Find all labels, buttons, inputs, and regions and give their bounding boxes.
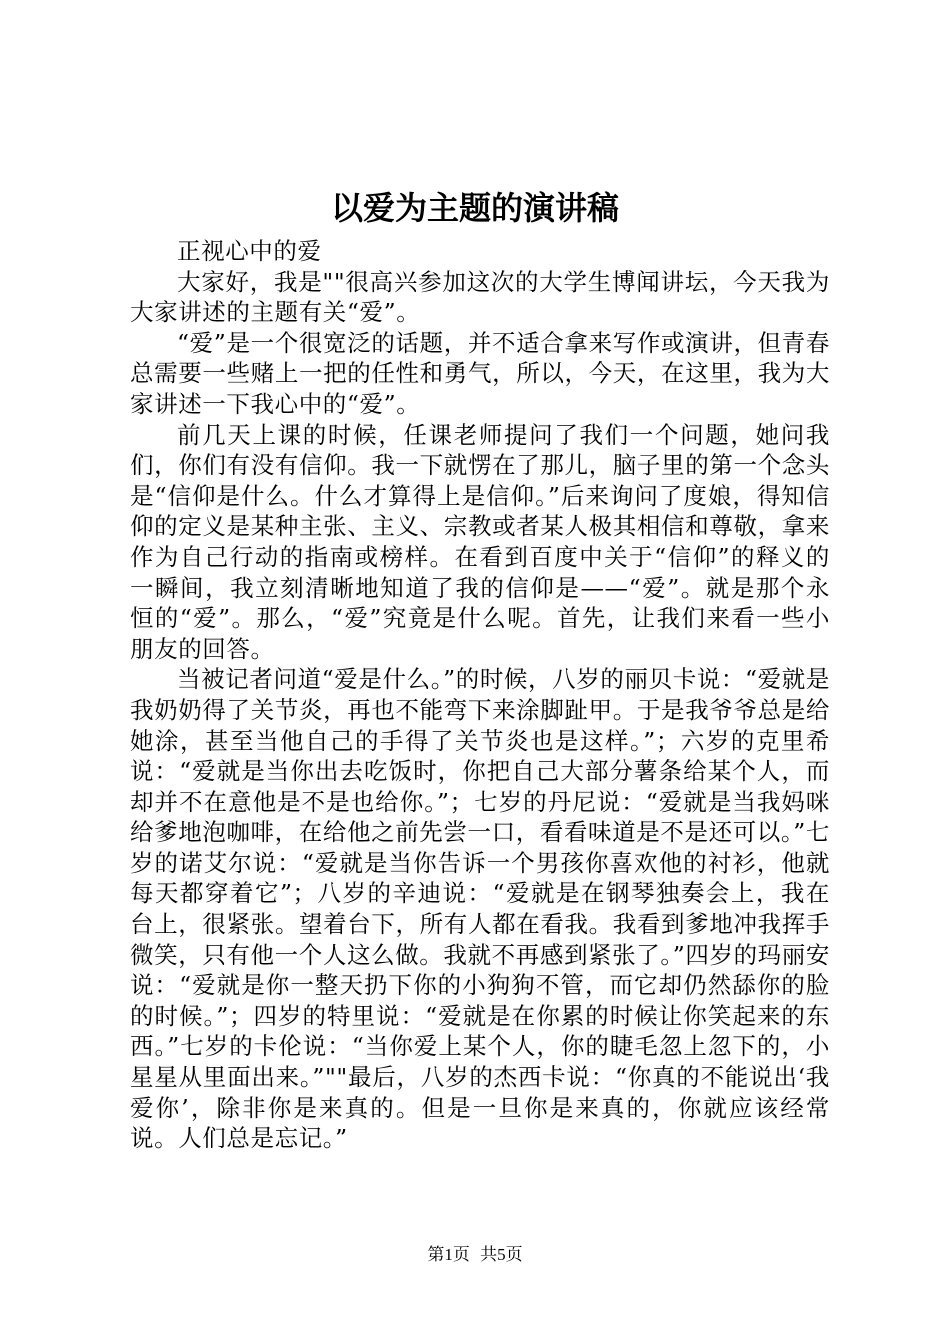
paragraph-children-answers: 当被记者问道“爱是什么。”的时候，八岁的丽贝卡说：“爱就是我奶奶得了关节炎，再也不能弯下来涂脚趾甲。于是我爷爷总是给她涂，甚至当他自己的手得了关节炎也是这样。”；六岁的克里希说：“爱就是当你出去吃饭时，你把自己大部分薯条给某个人，而却并不在意他是不是也给你。”；七岁的丹尼说：“爱就是当我妈咪给爹地泡咖啡，在给他之前先尝一口，看看味道是不是还可以。”七岁的诺艾尔说：“爱就是当你告诉一个男孩你喜欢他的衬衫，他就每天都穿着它”；八岁的辛迪说：“爱就是在钢琴独奏会上，我在台上，很紧张。望着台下，所有人都在看我。我看到爹地冲我挥手微笑，只有他一个人这么做。我就不再感到紧张了。”四岁的玛丽安说：“爱就是你一整天扔下你的小狗狗不管，而它却仍然舔你的脸的时候。”；四岁的特里说：“爱就是在你累的时候让你笑起来的东西。”七岁的卡伦说：“当你爱上某个人，你的睫毛忽上忽下的，小星星从里面出来。”""最后，八岁的杰西卡说：“你真的不能说出‘我爱你’，除非你是来真的。但是一旦你是来真的，你就应该经常说。人们总是忘记。” [130, 665, 830, 1153]
document-body [130, 236, 830, 1154]
page-footer [0, 1244, 950, 1266]
paragraph-greeting: 大家好，我是""很高兴参加这次的大学生博闻讲坛，今天我为大家讲述的主题有关“爱”。 [130, 267, 830, 327]
paragraph-subtitle: 正视心中的爱 [177, 237, 322, 265]
paragraph-belief: 前几天上课的时候，任课老师提问了我们一个问题，她问我们，你们有没有信仰。我一下就愣在了那儿，脑子里的第一个念头是“信仰是什么。什么才算得上是信仰。”后来询问了度娘，得知信仰的定义是某种主张、主义、宗教或者某人极其相信和尊敬，拿来作为自己行动的指南或榜样。在看到百度中关于“信仰”的释义的一瞬间，我立刻清晰地知道了我的信仰是——“爱”。就是那个永恒的“爱”。那么，“爱”究竟是什么呢。首先，让我们来看一些小朋友的回答。 [130, 420, 830, 663]
page-total: 共5页 [480, 1245, 523, 1264]
document-title: 以爱为主题的演讲稿 [330, 189, 619, 227]
page-number: 第1页 [427, 1245, 470, 1264]
paragraph-topic: “爱”是一个很宽泛的话题，并不适合拿来写作或演讲，但青春总需要一些赌上一把的任性和勇气，所以，今天，在这里，我为大家讲述一下我心中的“爱”。 [130, 328, 830, 418]
